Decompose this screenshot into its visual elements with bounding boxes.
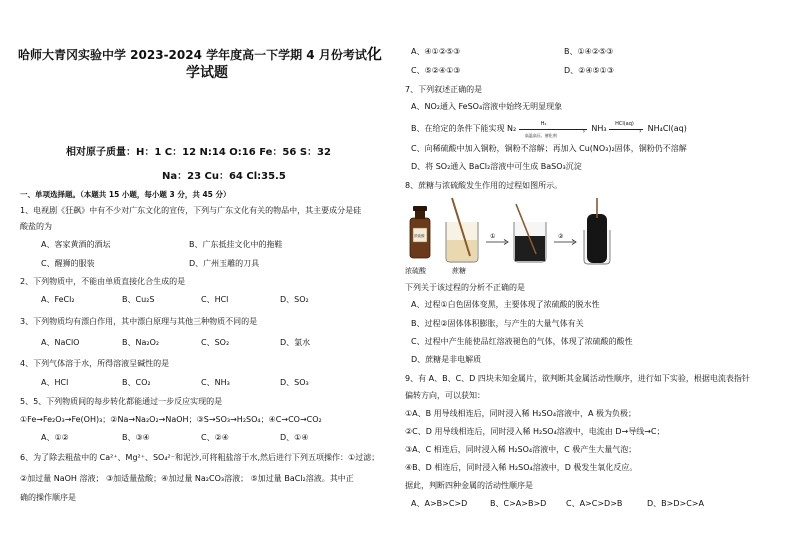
q7-option-c: C、向稀硫酸中加入铜粉，铜粉不溶解；再加入 Cu(NO₃)₂固体，铜粉仍不溶解 <box>411 144 687 153</box>
q4-option-a: A、HCl <box>41 378 69 387</box>
sugar-acid-figure <box>404 196 634 274</box>
q9-stem-1: 9、有 A、B、C、D 四块未知金属片，欲判断其金属活动性顺序，进行如下实验，根据电流表指针 <box>405 374 750 383</box>
q5-option-d: D、①④ <box>280 433 309 442</box>
q1-stem-2: 酸盐的为 <box>20 222 52 231</box>
q5-stem: 5、5、下列物质间的每步转化都能通过一步反应实现的是 <box>20 397 223 406</box>
q1-option-c: C、醒狮的服装 <box>41 259 95 268</box>
q1-option-d: D、广州玉雕的刀具 <box>189 259 260 268</box>
q6-option-c: C、⑤②④①③ <box>411 66 461 75</box>
q3-option-d: D、氯水 <box>280 338 311 347</box>
exam-title-line2: 学试题 <box>186 65 228 81</box>
q9-option-c: C、A>C>D>B <box>566 499 623 508</box>
q1-stem-1: 1、电视剧《狂飙》中有不少对广东文化的宣传，下列与广东文化有关的物品中，其主要成分是硅 <box>20 206 362 215</box>
q1-option-a: A、客家黄酒的酒坛 <box>41 240 111 249</box>
q6-option-b: B、①④②⑤③ <box>564 47 614 56</box>
section-heading: 一、单项选择题。（本题共 15 小题，每小题 3 分，共 45 分） <box>20 190 231 199</box>
q8-option-c: C、过程中产生能使品红溶液褪色的气体，体现了浓硫酸的酸性 <box>411 337 633 346</box>
q7-stem: 7、下列叙述正确的是 <box>405 85 483 94</box>
q4-option-c: C、NH₃ <box>201 378 230 387</box>
q9-stem-2: 偏转方向，可以获知： <box>405 391 485 400</box>
q9-option-d: D、B>D>C>A <box>647 499 704 508</box>
q9-item-2: ②C、D 用导线相连后，同时浸入稀 H₂SO₄溶液中，电流由 D→导线→C； <box>405 427 665 436</box>
expanded-carbon-icon <box>584 198 610 264</box>
q9-item-1: ①A、B 用导线相连后，同时浸入稀 H₂SO₄溶液中，A 极为负极； <box>405 409 637 418</box>
q7-option-b: B、在给定的条件下能实现 N₂ H₂ › 高温高压、催化剂 NH₃ HCl(aq) › NH₄Cl(aq) <box>411 120 687 138</box>
q8-stem-2: 下列关于该过程的分析不正确的是 <box>405 283 525 292</box>
q9-option-b: B、C>A>B>D <box>490 499 547 508</box>
q8-option-a: A、过程①白色固体变黑，主要体现了浓硫酸的脱水性 <box>411 300 600 309</box>
q2-stem: 2、下列物质中，不能由单质直接化合生成的是 <box>20 277 186 286</box>
experiment-illustration <box>404 196 634 274</box>
q7-option-d: D、将 SO₂通入 BaCl₂溶液中可生成 BaSO₃沉淀 <box>411 162 582 171</box>
atomic-mass-line1: 相对原子质量：H：1 C：12 N:14 O:16 Fe：56 S：32 <box>66 147 331 158</box>
label-sugar: 蔗糖 <box>452 267 466 275</box>
q9-item-3: ③A、C 相连后，同时浸入稀 H₂SO₄溶液中，C 极产生大量气泡； <box>405 445 637 454</box>
svg-text:②: ② <box>558 233 564 240</box>
q5-option-b: B、③④ <box>122 433 150 442</box>
q6-option-a: A、④①②⑤③ <box>411 47 461 56</box>
q7-option-a: A、NO₂通入 FeSO₄溶液中始终无明显现象 <box>411 102 563 111</box>
q6-stem-3: 确的操作顺序是 <box>20 493 76 502</box>
q9-option-a: A、A>B>C>D <box>411 499 468 508</box>
acid-bottle-icon <box>410 206 430 258</box>
q2-option-b: B、Cu₂S <box>122 295 155 304</box>
q8-option-b: B、过程②固体体积膨胀，与产生的大量气体有关 <box>411 319 584 328</box>
q3-option-a: A、NaClO <box>41 338 80 347</box>
sugar-beaker-icon <box>446 198 478 262</box>
label-acid: 浓硫酸 <box>405 267 426 275</box>
q8-stem: 8、蔗糖与浓硫酸发生作用的过程如图所示。 <box>405 181 563 190</box>
q3-option-c: C、SO₂ <box>201 338 230 347</box>
q2-option-a: A、FeCl₂ <box>41 295 75 304</box>
q4-stem: 4、下列气体溶于水，所得溶液呈碱性的是 <box>20 359 170 368</box>
q9-item-4: ④B、D 相连后，同时浸入稀 H₂SO₄溶液中，D 极发生氧化反应。 <box>405 463 638 472</box>
q1-option-b: B、广东抵挂文化中的拖鞋 <box>189 240 283 249</box>
svg-text:①: ① <box>490 233 496 240</box>
atomic-mass-line2: Na：23 Cu：64 Cl:35.5 <box>162 171 286 182</box>
q2-option-c: C、HCl <box>201 295 229 304</box>
q6-option-d: D、②④⑤①③ <box>564 66 615 75</box>
q9-conclusion: 据此，判断四种金属的活动性顺序是 <box>405 481 533 490</box>
q3-stem: 3、下列物质均有漂白作用，其中漂白原理与其他三种物质不同的是 <box>20 317 258 326</box>
q6-stem-1: 6、为了除去粗盐中的 Ca²⁺、Mg²⁺、SO₄²⁻和泥沙,可将粗盐溶于水,然后进行下列五项操作：①过滤； <box>20 453 380 462</box>
q3-option-b: B、Na₂O₂ <box>122 338 160 347</box>
charred-beaker-icon <box>514 204 546 262</box>
q5-chain: ①Fe→Fe₂O₃→Fe(OH)₃；②Na→Na₂O₂→NaOH；③S→SO₃→H₂SO₄；④C→CO→CO₂ <box>20 415 322 424</box>
reaction-arrow-2: HCl(aq) › <box>609 124 645 134</box>
reaction-arrow-1: H₂ › 高温高压、催化剂 <box>519 124 589 134</box>
q6-stem-2: ②加过量 NaOH 溶液； ③加适量盐酸；④加过量 Na₂CO₃溶液； ⑤加过量 BaCl₂溶液。其中正 <box>20 474 354 483</box>
q5-option-c: C、②④ <box>201 433 229 442</box>
q5-option-a: A、①② <box>41 433 69 442</box>
q4-option-d: D、SO₃ <box>280 378 309 387</box>
exam-title-line1: 哈师大青冈实验中学 2023-2024 学年度高一下学期 4 月份考试化 <box>18 45 382 63</box>
q4-option-b: B、CO₂ <box>122 378 151 387</box>
svg-text:浓硫酸: 浓硫酸 <box>414 234 425 238</box>
q8-option-d: D、蔗糖是非电解质 <box>411 355 482 364</box>
q2-option-d: D、SO₂ <box>280 295 309 304</box>
